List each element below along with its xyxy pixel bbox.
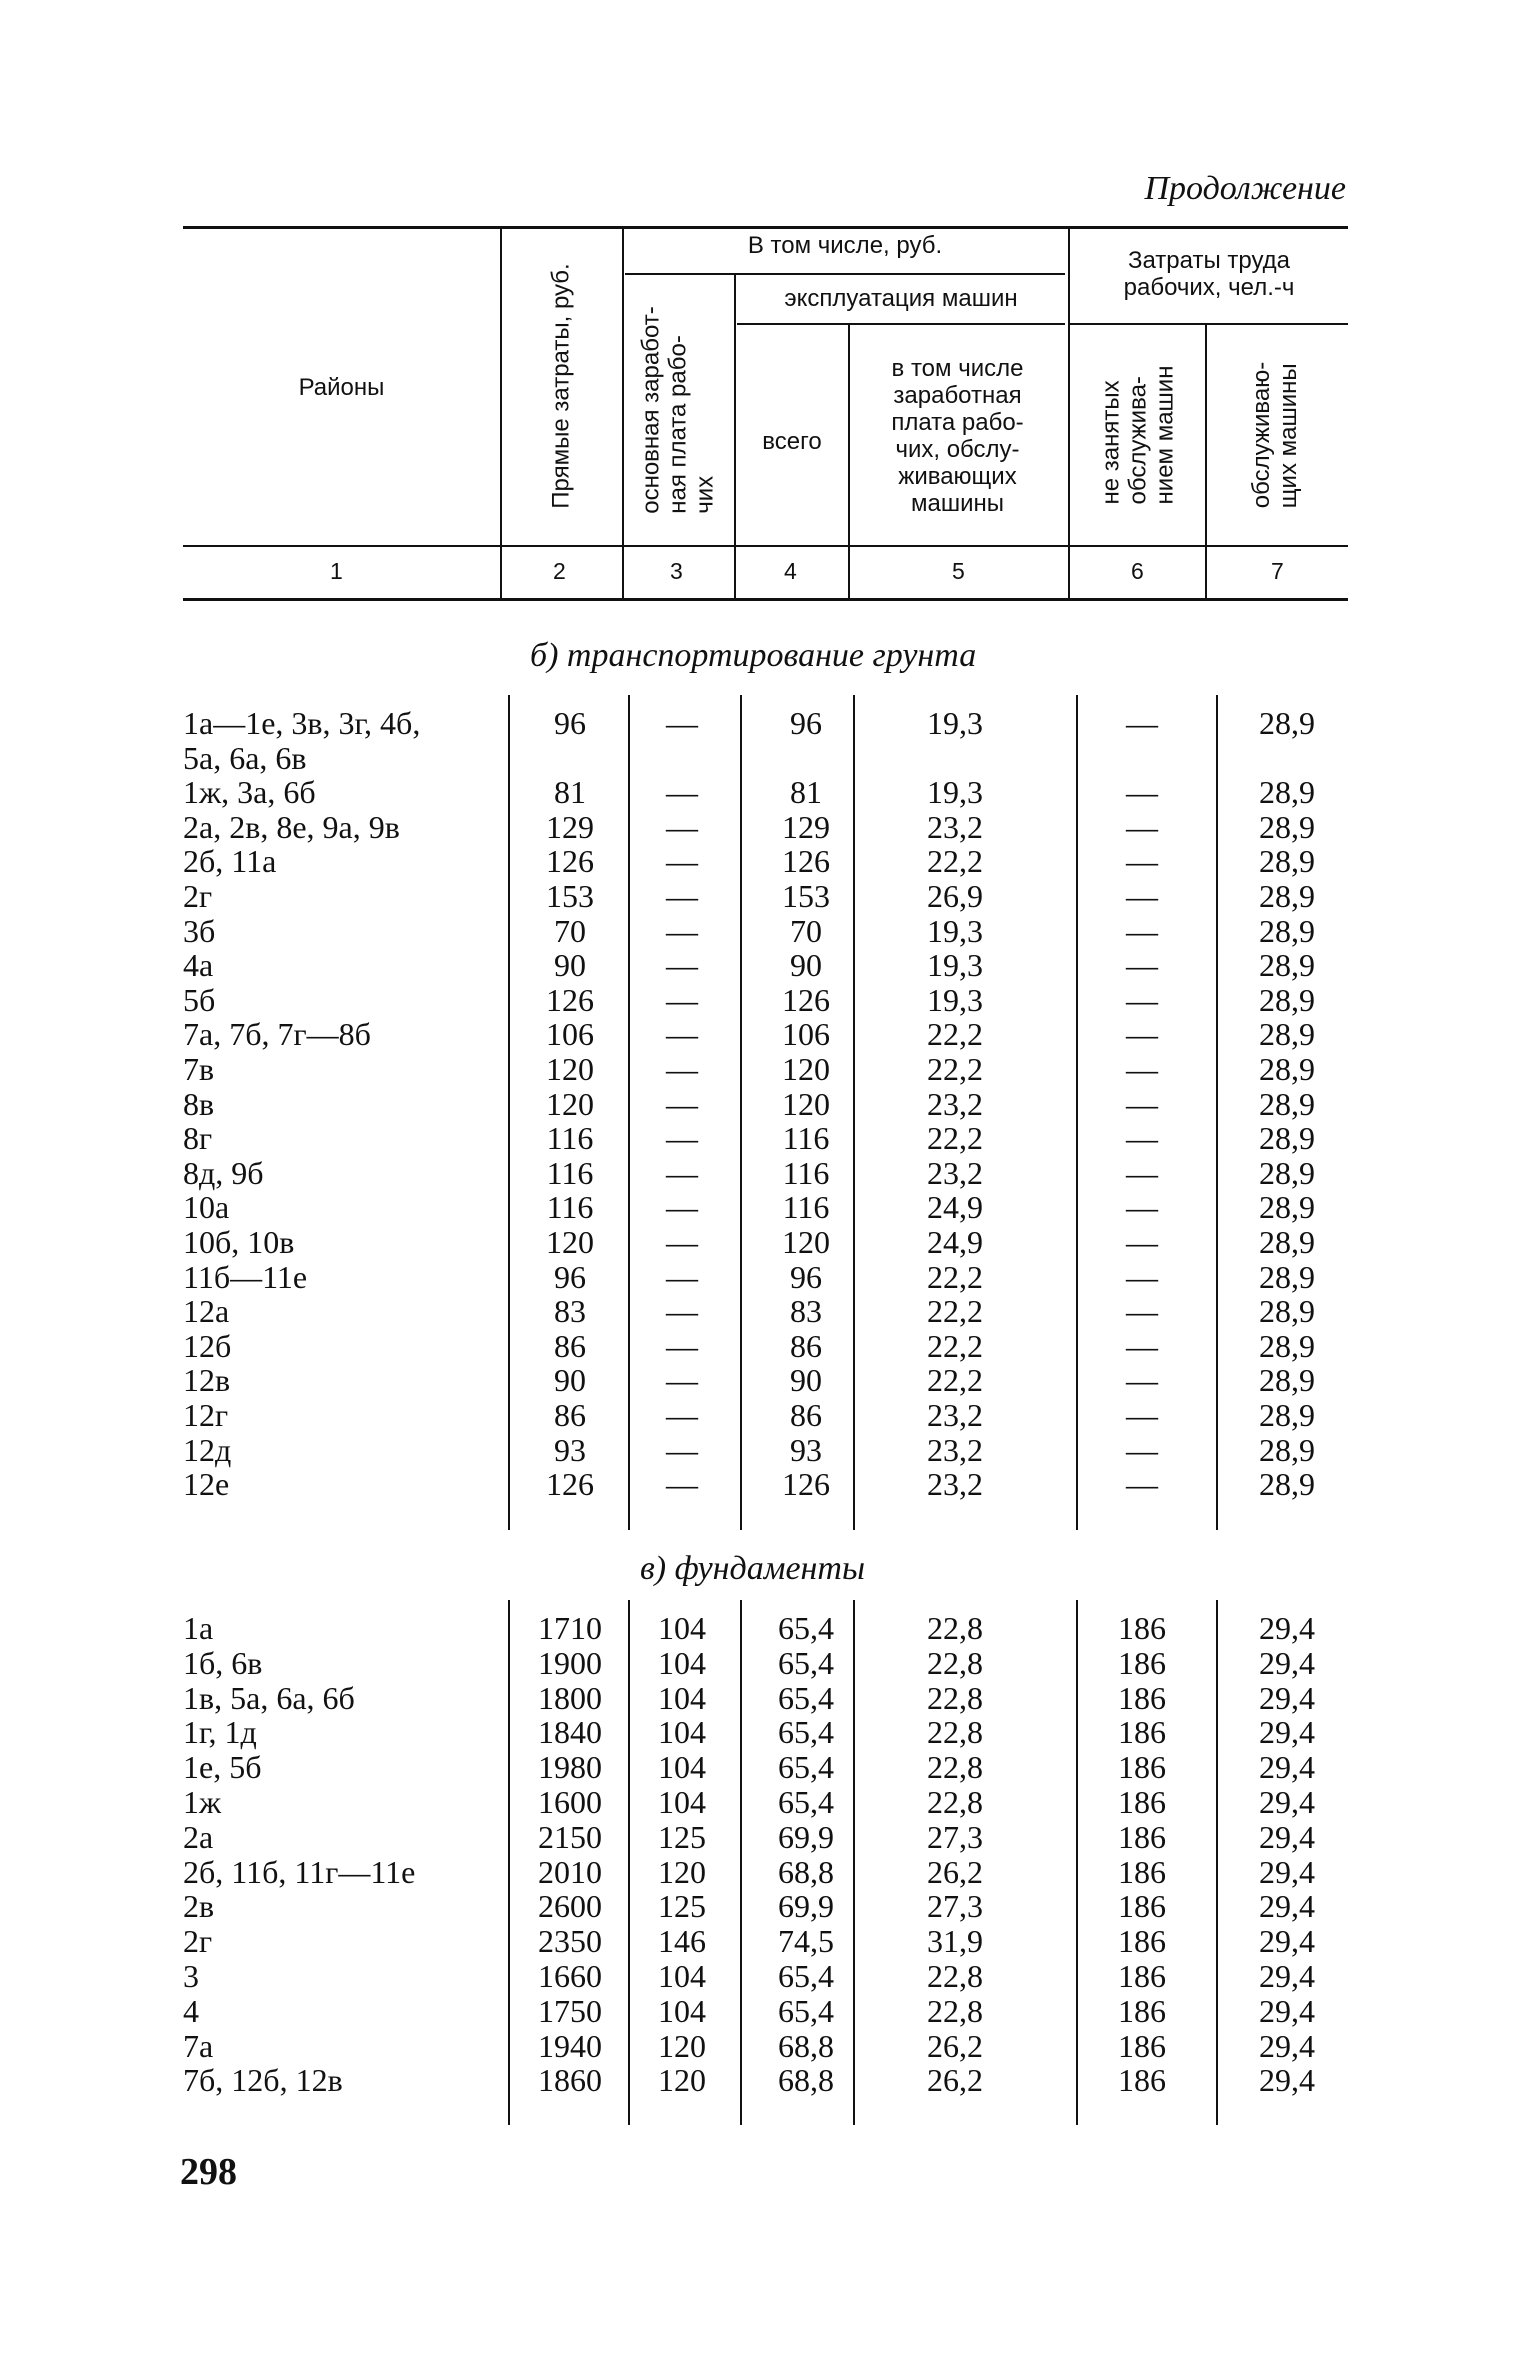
region-name: 4а xyxy=(183,947,214,984)
cell-c2: 1710 xyxy=(538,1610,602,1646)
cell-c5: 26,2 xyxy=(927,2027,983,2064)
cell-c4: 69,9 xyxy=(778,1818,834,1855)
cell-c6: — xyxy=(1126,1466,1158,1503)
cell-c4: 74,5 xyxy=(778,1923,834,1960)
cell-c6: — xyxy=(1126,1258,1158,1295)
header-sep-1 xyxy=(500,228,502,600)
cell-c6: — xyxy=(1126,1431,1158,1468)
cell-c6: — xyxy=(1126,1120,1158,1157)
header-top-rule xyxy=(183,226,1348,229)
cell-c6: 186 xyxy=(1118,1853,1166,1890)
cell-c7: 29,4 xyxy=(1259,1853,1315,1890)
cell-c4: 126 xyxy=(782,981,830,1018)
cell-c5: 24,9 xyxy=(927,1189,983,1226)
cell-c7: 29,4 xyxy=(1259,1749,1315,1786)
cell-c6: — xyxy=(1126,808,1158,845)
cell-c4: 120 xyxy=(782,1224,830,1260)
cell-c5: 23,2 xyxy=(927,1431,983,1468)
cell-c5: 22,8 xyxy=(927,1749,983,1786)
cell-c3: 146 xyxy=(658,1923,706,1960)
cell-c2: 93 xyxy=(554,1431,586,1468)
cell-c5: 27,3 xyxy=(927,1888,983,1925)
cell-c5: 24,9 xyxy=(927,1224,983,1260)
cell-c3: — xyxy=(666,1154,698,1191)
cell-c3: — xyxy=(666,1224,698,1260)
cell-c6: 186 xyxy=(1118,2027,1166,2064)
cell-c5: 23,2 xyxy=(927,1154,983,1191)
region-name: 11б—11е xyxy=(183,1258,308,1295)
cell-c3: — xyxy=(666,808,698,845)
cell-c5: 22,2 xyxy=(927,1362,983,1399)
cell-c7: 28,9 xyxy=(1259,705,1315,741)
cell-c2: 116 xyxy=(546,1154,594,1191)
cell-c6: — xyxy=(1126,1154,1158,1191)
cell-c4: 65,4 xyxy=(778,1610,834,1646)
cell-c7: 28,9 xyxy=(1259,1120,1315,1157)
cell-c3: 125 xyxy=(658,1888,706,1925)
cell-c3: — xyxy=(666,947,698,984)
region-name: 7в xyxy=(183,1051,215,1087)
cell-c3: 104 xyxy=(658,1714,706,1751)
cell-c2: 120 xyxy=(546,1224,594,1260)
section-1-column-separator-3 xyxy=(740,1600,742,2125)
region-name: 2г xyxy=(183,1923,213,1960)
cell-c2: 2600 xyxy=(538,1888,602,1925)
region-name: 12е xyxy=(183,1466,230,1503)
cell-c6: 186 xyxy=(1118,1714,1166,1751)
cell-c4: 65,4 xyxy=(778,1749,834,1786)
cell-c5: 22,2 xyxy=(927,1120,983,1157)
cell-c2: 116 xyxy=(546,1189,594,1226)
cell-c6: 186 xyxy=(1118,1923,1166,1960)
cell-c6: 186 xyxy=(1118,1610,1166,1646)
cell-c4: 68,8 xyxy=(778,2062,834,2099)
cell-c2: 70 xyxy=(554,912,586,949)
cell-c2: 90 xyxy=(554,1362,586,1399)
cell-c3: — xyxy=(666,1051,698,1087)
region-name: 7а, 7б, 7г—8б xyxy=(183,1016,371,1053)
cell-c4: 83 xyxy=(790,1293,822,1330)
cell-c4: 65,4 xyxy=(778,1784,834,1820)
cell-c3: — xyxy=(666,843,698,880)
cell-c5: 22,8 xyxy=(927,1714,983,1751)
cell-c3: — xyxy=(666,1431,698,1468)
region-name: 10б, 10в xyxy=(183,1224,295,1260)
section-0-column-separator-3 xyxy=(740,695,742,1530)
cell-c2: 1860 xyxy=(538,2062,602,2099)
cell-c7: 29,4 xyxy=(1259,1992,1315,2029)
col-number-4: 4 xyxy=(784,558,797,584)
cell-c2: 2150 xyxy=(538,1818,602,1855)
cell-c2: 1840 xyxy=(538,1714,602,1751)
cell-c2: 129 xyxy=(546,808,594,845)
cell-c5: 22,8 xyxy=(927,1610,983,1646)
cell-c4: 65,4 xyxy=(778,1679,834,1716)
cell-c2: 116 xyxy=(546,1120,594,1157)
cell-c6: 186 xyxy=(1118,1958,1166,1994)
region-name: 10а xyxy=(183,1189,230,1226)
cell-c3: — xyxy=(666,1258,698,1295)
cell-c3: 120 xyxy=(658,2027,706,2064)
col-number-3: 3 xyxy=(670,558,683,584)
cell-c5: 19,3 xyxy=(927,774,983,811)
cell-c7: 28,9 xyxy=(1259,1189,1315,1226)
region-name: 12г xyxy=(183,1397,229,1433)
region-name: 5а, 6а, 6в xyxy=(183,739,307,776)
cell-c4: 93 xyxy=(790,1431,822,1468)
cell-c5: 27,3 xyxy=(927,1818,983,1855)
region-name: 2в xyxy=(183,1888,215,1925)
cell-c3: — xyxy=(666,1466,698,1503)
cell-c5: 22,2 xyxy=(927,1293,983,1330)
cell-c2: 1660 xyxy=(538,1958,602,1994)
cell-c4: 96 xyxy=(790,705,822,741)
section-title-transport: б) транспортирование грунта xyxy=(530,637,977,674)
cell-c7: 29,4 xyxy=(1259,2027,1315,2064)
region-name: 8д, 9б xyxy=(183,1154,264,1191)
cell-c7: 28,9 xyxy=(1259,981,1315,1018)
header-sep-6 xyxy=(1205,325,1207,600)
cell-c3: 120 xyxy=(658,1853,706,1890)
header-sep-2 xyxy=(622,228,624,600)
cell-c6: — xyxy=(1126,1362,1158,1399)
cell-c3: 104 xyxy=(658,1992,706,2029)
col-number-7: 7 xyxy=(1271,558,1284,584)
cell-c2: 81 xyxy=(554,774,586,811)
region-name: 2а, 2в, 8е, 9а, 9в xyxy=(183,808,400,845)
col-number-2: 2 xyxy=(553,558,566,584)
cell-c6: 186 xyxy=(1118,2062,1166,2099)
cell-c2: 1940 xyxy=(538,2027,602,2064)
region-name: 12а xyxy=(183,1293,230,1330)
col-number-5: 5 xyxy=(952,558,965,584)
cell-c2: 83 xyxy=(554,1293,586,1330)
cell-c2: 90 xyxy=(554,947,586,984)
cell-c2: 106 xyxy=(546,1016,594,1053)
region-name: 12в xyxy=(183,1362,231,1399)
cell-c5: 19,3 xyxy=(927,705,983,741)
cell-c3: 104 xyxy=(658,1958,706,1994)
group-labor-rule xyxy=(1070,323,1348,325)
cell-c5: 23,2 xyxy=(927,1397,983,1433)
cell-c6: — xyxy=(1126,1016,1158,1053)
cell-c3: — xyxy=(666,1120,698,1157)
cell-c6: — xyxy=(1126,947,1158,984)
cell-c5: 31,9 xyxy=(927,1923,983,1960)
cell-c4: 120 xyxy=(782,1085,830,1122)
cell-c6: — xyxy=(1126,1189,1158,1226)
cell-c2: 1800 xyxy=(538,1679,602,1716)
cell-c4: 116 xyxy=(782,1120,830,1157)
cell-c2: 1900 xyxy=(538,1644,602,1681)
cell-c6: 186 xyxy=(1118,1749,1166,1786)
cell-c6: — xyxy=(1126,1397,1158,1433)
col-number-1: 1 xyxy=(330,558,343,584)
group-machines-rule xyxy=(737,323,1065,325)
cell-c5: 22,2 xyxy=(927,1016,983,1053)
cell-c4: 126 xyxy=(782,843,830,880)
section-0-column-separator-1 xyxy=(508,695,510,1530)
cell-c7: 28,9 xyxy=(1259,1362,1315,1399)
cell-c5: 26,9 xyxy=(927,878,983,914)
cell-c2: 120 xyxy=(546,1051,594,1087)
cell-c4: 68,8 xyxy=(778,2027,834,2064)
cell-c6: 186 xyxy=(1118,1888,1166,1925)
cell-c5: 22,8 xyxy=(927,1958,983,1994)
cell-c2: 96 xyxy=(554,705,586,741)
region-name: 2а xyxy=(183,1818,214,1855)
cell-c2: 126 xyxy=(546,981,594,1018)
cell-c2: 86 xyxy=(554,1397,586,1433)
region-name: 3б xyxy=(183,912,216,949)
cell-c7: 28,9 xyxy=(1259,1327,1315,1364)
cell-c7: 29,4 xyxy=(1259,1923,1315,1960)
region-name: 2г xyxy=(183,878,213,914)
header-incl-wage: в том числе заработная плата рабо- чих, обслу- живающих машины xyxy=(891,355,1024,517)
cell-c4: 65,4 xyxy=(778,1644,834,1681)
cell-c6: 186 xyxy=(1118,1679,1166,1716)
cell-c5: 22,8 xyxy=(927,1644,983,1681)
cell-c6: 186 xyxy=(1118,1784,1166,1820)
header-direct-costs: Прямые затраты, руб. xyxy=(547,263,575,509)
page-number: 298 xyxy=(180,2151,237,2193)
cell-c3: — xyxy=(666,774,698,811)
cell-c4: 90 xyxy=(790,1362,822,1399)
cell-c5: 22,8 xyxy=(927,1679,983,1716)
cell-c3: 104 xyxy=(658,1679,706,1716)
cell-c4: 65,4 xyxy=(778,1992,834,2029)
cell-c3: — xyxy=(666,1362,698,1399)
region-name: 5б xyxy=(183,981,216,1018)
cell-c3: — xyxy=(666,1085,698,1122)
cell-c2: 120 xyxy=(546,1085,594,1122)
cell-c5: 23,2 xyxy=(927,1466,983,1503)
cell-c3: — xyxy=(666,1293,698,1330)
cell-c7: 28,9 xyxy=(1259,1258,1315,1295)
cell-c4: 86 xyxy=(790,1397,822,1433)
cell-c6: 186 xyxy=(1118,1644,1166,1681)
cell-c5: 19,3 xyxy=(927,947,983,984)
cell-c5: 26,2 xyxy=(927,1853,983,1890)
cell-c3: 125 xyxy=(658,1818,706,1855)
header-group-machines: эксплуатация машин xyxy=(784,285,1018,312)
cell-c2: 126 xyxy=(546,843,594,880)
continuation-label: Продолжение xyxy=(1144,170,1346,207)
cell-c4: 106 xyxy=(782,1016,830,1053)
cell-c6: 186 xyxy=(1118,1992,1166,2029)
cell-c7: 29,4 xyxy=(1259,2062,1315,2099)
region-name: 1е, 5б xyxy=(183,1749,262,1786)
cell-c6: — xyxy=(1126,1085,1158,1122)
cell-c7: 29,4 xyxy=(1259,1784,1315,1820)
cell-c3: 104 xyxy=(658,1610,706,1646)
cell-c4: 65,4 xyxy=(778,1714,834,1751)
header-group-labor: Затраты труда рабочих, чел.-ч xyxy=(1123,247,1295,301)
cell-c4: 129 xyxy=(782,808,830,845)
cell-c5: 22,2 xyxy=(927,1258,983,1295)
cell-c3: — xyxy=(666,912,698,949)
header-serving: обслуживаю- щих машины xyxy=(1248,361,1302,509)
cell-c2: 1750 xyxy=(538,1992,602,2029)
cell-c5: 26,2 xyxy=(927,2062,983,2099)
cell-c6: — xyxy=(1126,981,1158,1018)
cell-c7: 28,9 xyxy=(1259,774,1315,811)
section-1-column-separator-1 xyxy=(508,1600,510,2125)
cell-c7: 29,4 xyxy=(1259,1888,1315,1925)
cell-c7: 29,4 xyxy=(1259,1610,1315,1646)
cell-c5: 19,3 xyxy=(927,981,983,1018)
cell-c3: 104 xyxy=(658,1644,706,1681)
cell-c2: 86 xyxy=(554,1327,586,1364)
cell-c5: 22,8 xyxy=(927,1992,983,2029)
cell-c7: 28,9 xyxy=(1259,808,1315,845)
cell-c6: — xyxy=(1126,1327,1158,1364)
cell-c6: 186 xyxy=(1118,1818,1166,1855)
region-name: 1г, 1д xyxy=(183,1714,257,1751)
cell-c2: 126 xyxy=(546,1466,594,1503)
region-name: 2б, 11а xyxy=(183,843,277,880)
cell-c6: — xyxy=(1126,1293,1158,1330)
region-name: 12д xyxy=(183,1431,232,1468)
cell-c4: 96 xyxy=(790,1258,822,1295)
section-1-column-separator-2 xyxy=(628,1600,630,2125)
cell-c6: — xyxy=(1126,912,1158,949)
header-group-incl: В том числе, руб. xyxy=(747,232,943,259)
region-name: 7а xyxy=(183,2027,214,2064)
cell-c3: 104 xyxy=(658,1749,706,1786)
section-0-column-separator-2 xyxy=(628,695,630,1530)
cell-c4: 90 xyxy=(790,947,822,984)
cell-c3: — xyxy=(666,1016,698,1053)
cell-c3: 120 xyxy=(658,2062,706,2099)
cell-c6: — xyxy=(1126,878,1158,914)
cell-c3: — xyxy=(666,1189,698,1226)
region-name: 3 xyxy=(183,1958,199,1994)
cell-c7: 29,4 xyxy=(1259,1679,1315,1716)
cell-c4: 120 xyxy=(782,1051,830,1087)
cell-c7: 29,4 xyxy=(1259,1644,1315,1681)
cell-c7: 28,9 xyxy=(1259,1431,1315,1468)
cell-c4: 126 xyxy=(782,1466,830,1503)
cell-c7: 28,9 xyxy=(1259,1051,1315,1087)
cell-c7: 28,9 xyxy=(1259,878,1315,914)
section-0-column-separator-5 xyxy=(1076,695,1078,1530)
cell-c2: 96 xyxy=(554,1258,586,1295)
section-1-column-separator-5 xyxy=(1076,1600,1078,2125)
cell-c7: 28,9 xyxy=(1259,947,1315,984)
cell-c6: — xyxy=(1126,705,1158,741)
cell-c7: 28,9 xyxy=(1259,843,1315,880)
cell-c2: 2350 xyxy=(538,1923,602,1960)
cell-c4: 68,8 xyxy=(778,1853,834,1890)
cell-c3: — xyxy=(666,878,698,914)
header-base-wage: основная заработ- ная плата рабо- чих xyxy=(637,306,719,514)
cell-c5: 22,2 xyxy=(927,1327,983,1364)
header-region: Районы xyxy=(298,374,385,401)
cell-c4: 116 xyxy=(782,1189,830,1226)
cell-c4: 70 xyxy=(790,912,822,949)
cell-c7: 29,4 xyxy=(1259,1818,1315,1855)
cell-c2: 1600 xyxy=(538,1784,602,1820)
cell-c7: 28,9 xyxy=(1259,912,1315,949)
cell-c5: 19,3 xyxy=(927,912,983,949)
region-name: 1а xyxy=(183,1610,214,1646)
cell-c3: 104 xyxy=(658,1784,706,1820)
cell-c3: — xyxy=(666,1327,698,1364)
cell-c5: 22,2 xyxy=(927,843,983,880)
header-not-busy: не занятых обслужива- нием машин xyxy=(1097,365,1179,505)
cell-c6: — xyxy=(1126,843,1158,880)
region-name: 1а—1е, 3в, 3г, 4б, xyxy=(183,705,421,741)
cell-c6: — xyxy=(1126,1051,1158,1087)
cell-c7: 28,9 xyxy=(1259,1085,1315,1122)
cell-c4: 65,4 xyxy=(778,1958,834,1994)
region-name: 1ж, 3а, 6б xyxy=(183,774,316,811)
cell-c7: 28,9 xyxy=(1259,1224,1315,1260)
cell-c4: 69,9 xyxy=(778,1888,834,1925)
col-number-6: 6 xyxy=(1131,558,1144,584)
cell-c6: — xyxy=(1126,774,1158,811)
cell-c2: 1980 xyxy=(538,1749,602,1786)
cell-c4: 81 xyxy=(790,774,822,811)
header-total: всего xyxy=(762,428,822,455)
region-name: 8г xyxy=(183,1120,213,1157)
region-name: 1ж xyxy=(183,1784,222,1820)
region-name: 2б, 11б, 11г—11е xyxy=(183,1853,416,1890)
cell-c7: 29,4 xyxy=(1259,1958,1315,1994)
cell-c7: 28,9 xyxy=(1259,1016,1315,1053)
cell-c3: — xyxy=(666,1397,698,1433)
cell-c2: 153 xyxy=(546,878,594,914)
region-name: 1в, 5а, 6а, 6б xyxy=(183,1679,355,1716)
cell-c7: 28,9 xyxy=(1259,1154,1315,1191)
cell-c7: 29,4 xyxy=(1259,1714,1315,1751)
cell-c7: 28,9 xyxy=(1259,1293,1315,1330)
section-title-foundations: в) фундаменты xyxy=(640,1550,865,1587)
cell-c4: 116 xyxy=(782,1154,830,1191)
cell-c4: 153 xyxy=(782,878,830,914)
region-name: 12б xyxy=(183,1327,232,1364)
cell-c7: 28,9 xyxy=(1259,1397,1315,1433)
cell-c2: 2010 xyxy=(538,1853,602,1890)
header-sep-3 xyxy=(734,275,736,600)
header-bottom-rule xyxy=(183,545,1348,547)
cell-c5: 22,2 xyxy=(927,1051,983,1087)
section-0-column-separator-6 xyxy=(1216,695,1218,1530)
region-name: 8в xyxy=(183,1085,215,1122)
cell-c5: 22,8 xyxy=(927,1784,983,1820)
group-incl-rule xyxy=(625,273,1065,275)
cell-c5: 23,2 xyxy=(927,808,983,845)
cell-c3: — xyxy=(666,705,698,741)
cell-c3: — xyxy=(666,981,698,1018)
numbers-bottom-rule xyxy=(183,598,1348,601)
cell-c7: 28,9 xyxy=(1259,1466,1315,1503)
cell-c6: — xyxy=(1126,1224,1158,1260)
cell-c4: 86 xyxy=(790,1327,822,1364)
region-name: 7б, 12б, 12в xyxy=(183,2062,343,2099)
region-name: 4 xyxy=(183,1992,199,2029)
section-1-column-separator-6 xyxy=(1216,1600,1218,2125)
region-name: 1б, 6в xyxy=(183,1644,263,1681)
cell-c5: 23,2 xyxy=(927,1085,983,1122)
